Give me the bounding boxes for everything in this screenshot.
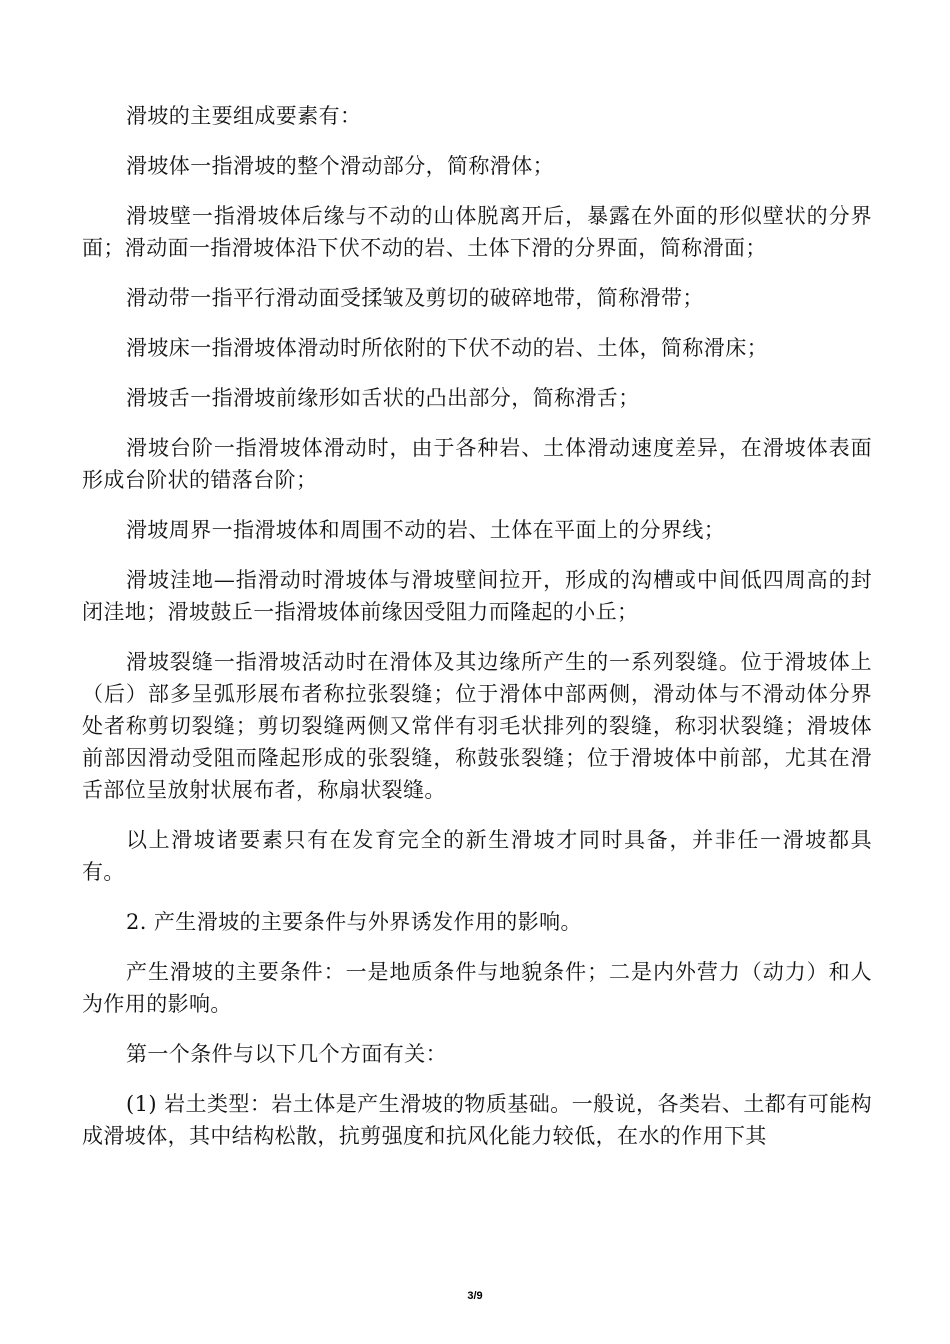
paragraph-first-condition: 第一个条件与以下几个方面有关： [126, 1042, 447, 1066]
paragraph-landslide-boundary: 滑坡周界一指滑坡体和周围不动的岩、土体在平面上的分界线； [126, 518, 726, 542]
paragraph-landslide-body: 滑坡体一指滑坡的整个滑动部分，简称滑体； [126, 154, 554, 178]
document-body [82, 100, 872, 1170]
paragraph-rock-soil-type: (1) 岩土类型：岩土体是产生滑坡的物质基础。一般说，各类岩、土都有可能构成滑坡体，其中结构松散，抗剪强度和抗风化能力较低，在水的作用下其 [82, 1092, 872, 1148]
paragraph-landslide-terrace: 滑坡台阶一指滑坡体滑动时，由于各种岩、土体滑动速度差异，在滑坡体表面形成台阶状的错落台阶； [82, 436, 872, 492]
paragraph-main-conditions: 产生滑坡的主要条件：一是地质条件与地貌条件；二是内外营力（动力）和人为作用的影响。 [82, 960, 872, 1016]
paragraph-landslide-elements-intro: 滑坡的主要组成要素有： [126, 104, 362, 128]
paragraph-landslide-wall: 滑坡壁一指滑坡体后缘与不动的山体脱离开后，暴露在外面的形似壁状的分界面；滑动面一指滑坡体沿下伏不动的岩、土体下滑的分界面，简称滑面； [82, 204, 872, 260]
paragraph-landslide-bed: 滑坡床一指滑坡体滑动时所依附的下伏不动的岩、土体，简称滑床； [126, 336, 768, 360]
paragraph-landslide-depression: 滑坡洼地—指滑动时滑坡体与滑坡壁间拉开，形成的沟槽或中间低四周高的封闭洼地；滑坡鼓丘一指滑坡体前缘因受阻力而隆起的小丘； [82, 568, 872, 624]
paragraph-landslide-cracks: 滑坡裂缝一指滑坡活动时在滑体及其边缘所产生的一系列裂缝。位于滑坡体上（后）部多呈弧形展布者称拉张裂缝；位于滑体中部两侧，滑动体与不滑动体分界处者称剪切裂缝；剪切裂缝两侧又常伴有羽毛状排列的裂缝，称羽状裂缝；滑坡体前部因滑动受阻而隆起形成的张裂缝，称鼓张裂缝；位于滑坡体中前部，尤其在滑舌部位呈放射状展布者，称扇状裂缝。 [82, 650, 872, 802]
paragraph-elements-summary: 以上滑坡诸要素只有在发育完全的新生滑坡才同时具备，并非任一滑坡都具有。 [82, 828, 872, 884]
page-number: 3/9 [467, 1290, 483, 1302]
paragraph-sliding-zone: 滑动带一指平行滑动面受揉皱及剪切的破碎地带，简称滑带； [126, 286, 704, 310]
section-heading-2: 2. 产生滑坡的主要条件与外界诱发作用的影响。 [126, 910, 582, 934]
paragraph-landslide-tongue: 滑坡舌一指滑坡前缘形如舌状的凸出部分，简称滑舌； [126, 386, 640, 410]
